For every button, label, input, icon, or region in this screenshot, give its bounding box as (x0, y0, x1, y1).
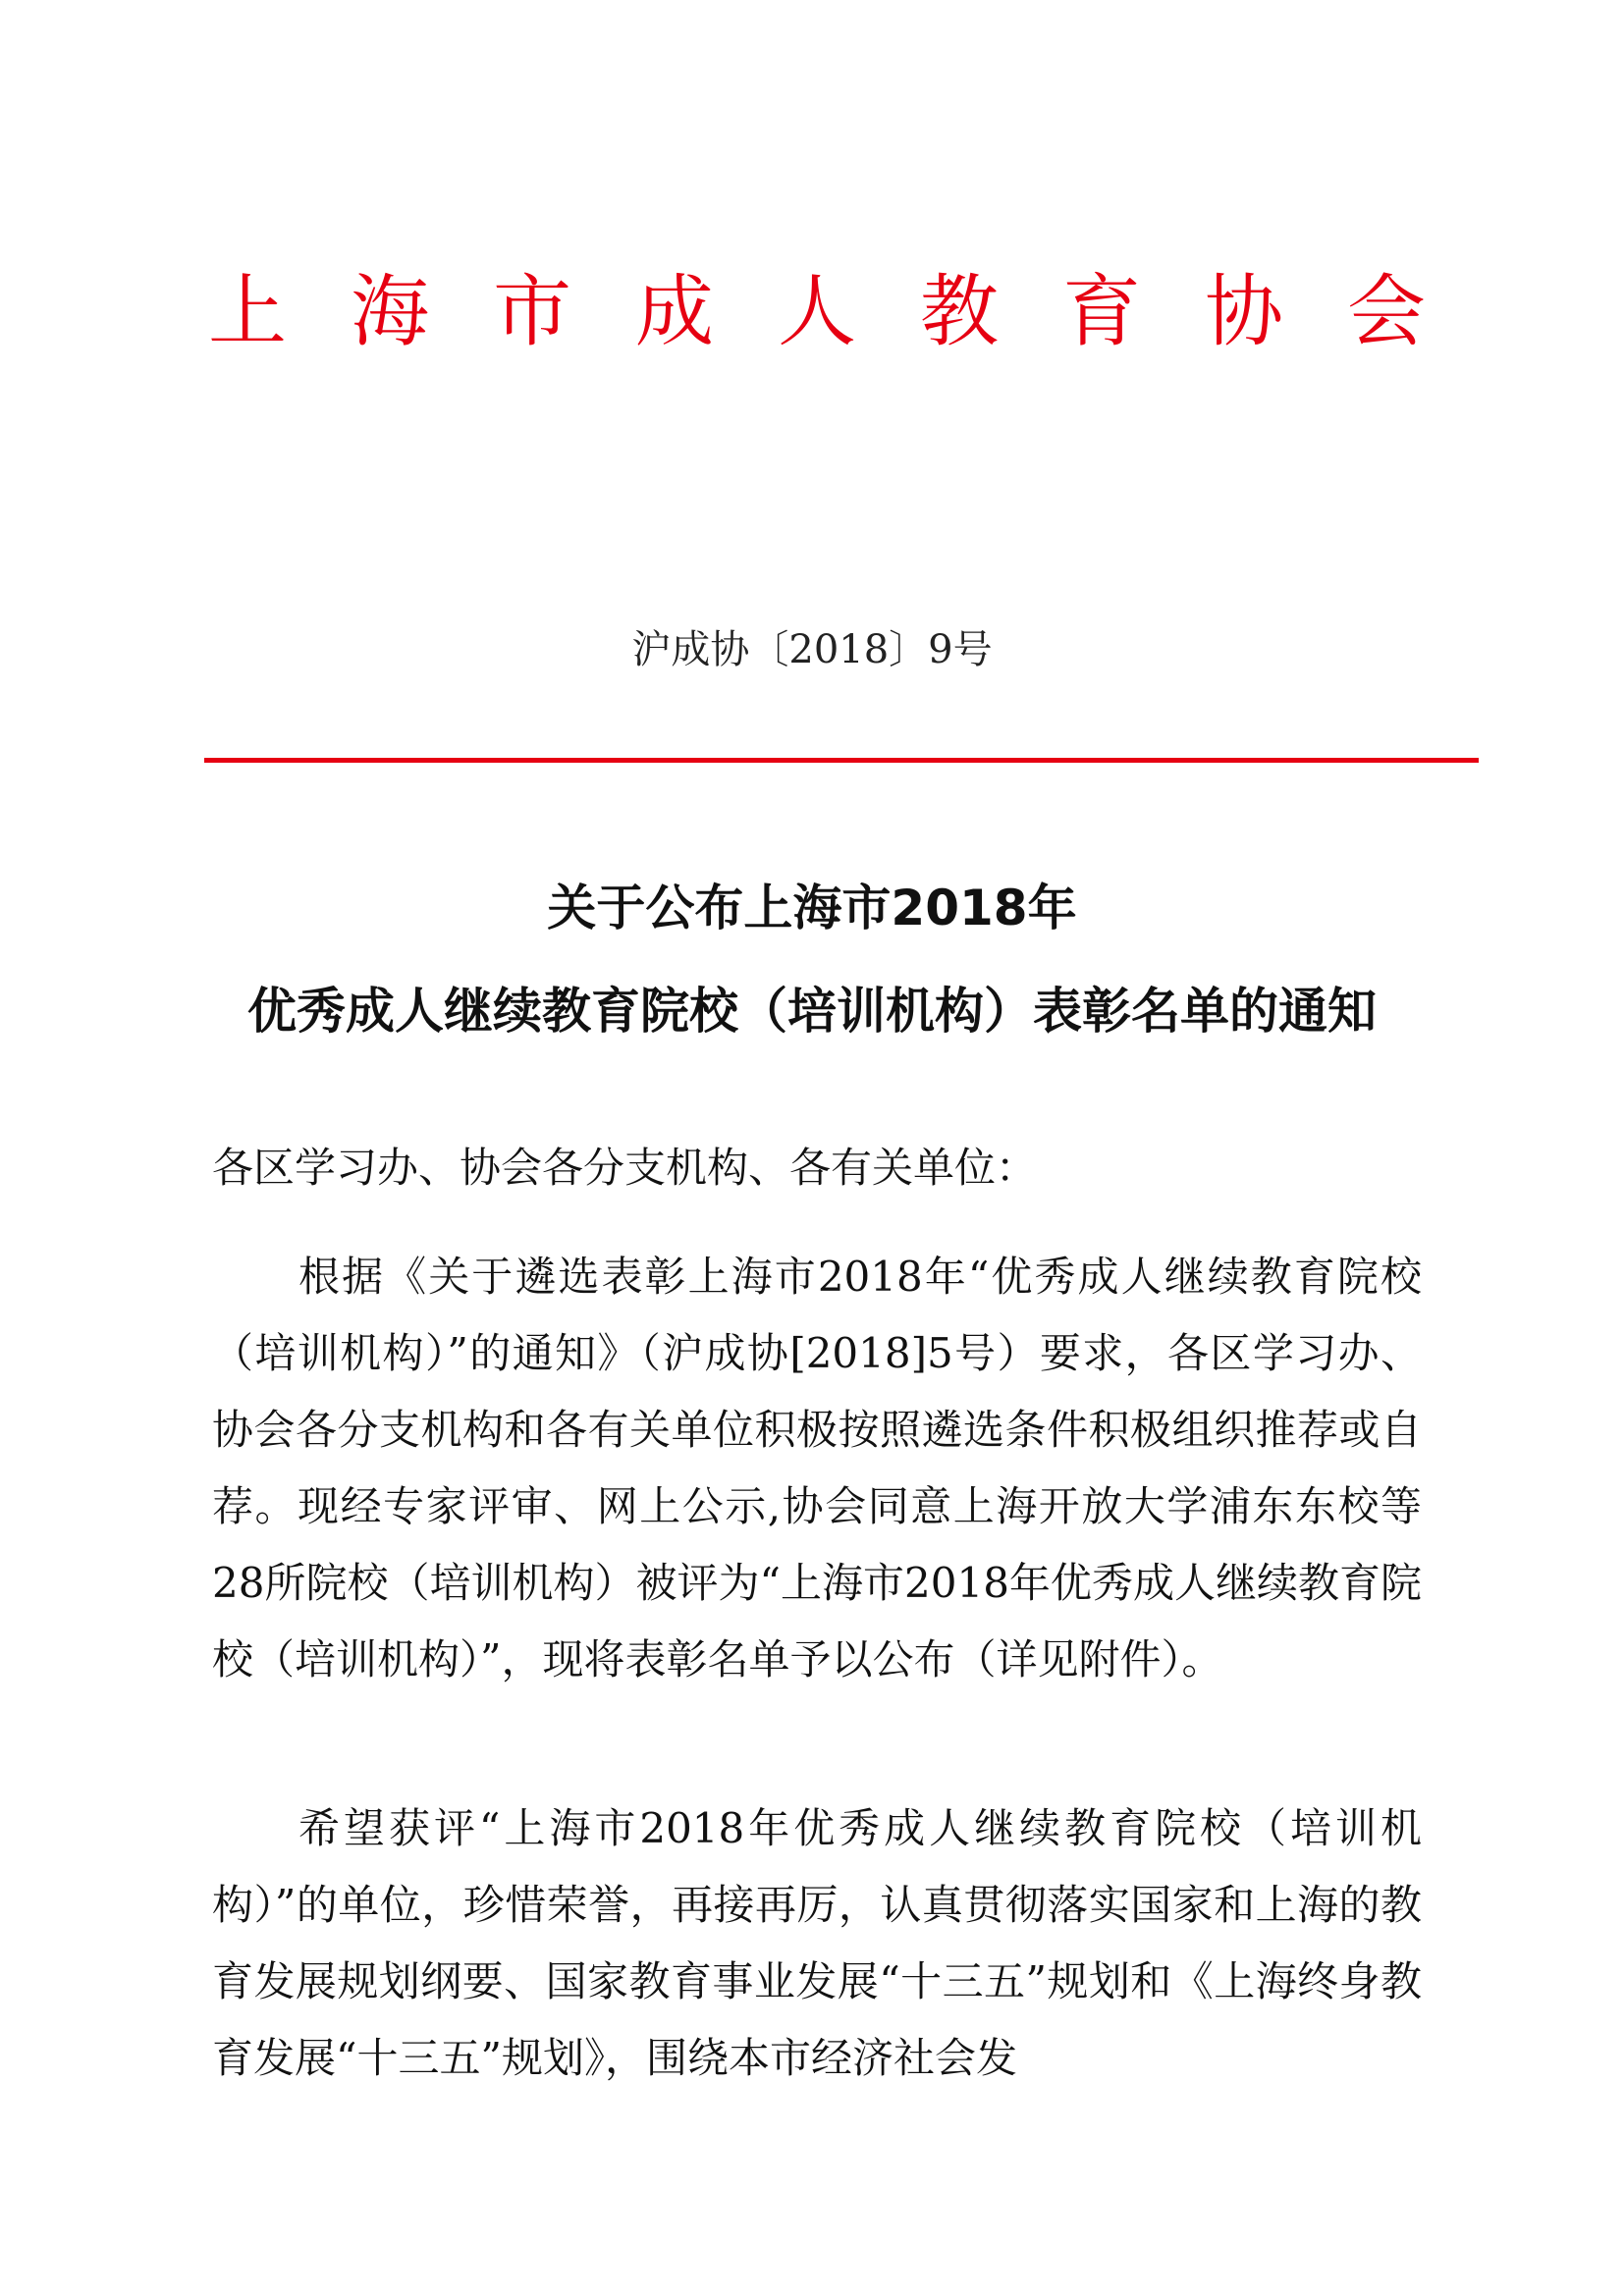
letterhead-char: 育 (1062, 266, 1141, 357)
letterhead-char: 海 (351, 266, 429, 357)
letterhead-char: 成 (635, 266, 714, 357)
organization-letterhead (208, 263, 1426, 361)
document-number: 沪成协〔2018〕9号 (631, 627, 993, 672)
letterhead-char: 人 (778, 266, 856, 357)
body-paragraph-2: 希望获评“上海市2018年优秀成人继续教育院校（培训机构）”的单位，珍惜荣誉，再接再厉，认真贯彻落实国家和上海的教育发展规划纲要、国家教育事业发展“十三五”规划和《上海终身教育发展“十三五”规划》，围绕本市经济社会发 (212, 1804, 1422, 2082)
red-divider-line (204, 758, 1479, 763)
notice-title-line-1: 关于公布上海市2018年 (547, 880, 1077, 936)
salutation: 各区学习办、协会各分支机构、各有关单位： (212, 1144, 1038, 1192)
body-paragraph-1: 根据《关于遴选表彰上海市2018年“优秀成人继续教育院校（培训机构）”的通知》（沪成协[2018]5号）要求，各区学习办、协会各分支机构和各有关单位积极按照遴选条件积极组织推荐或自荐。现经专家评审、网上公示,协会同意上海开放大学浦东东校等28所院校（培训机构）被评为“上海市2018年优秀成人继续教育院校（培训机构）”，现将表彰名单予以公布（详见附件）。 (212, 1253, 1422, 1683)
letterhead-char: 市 (493, 266, 571, 357)
letterhead-char: 协 (1205, 266, 1283, 357)
notice-title-line-2: 优秀成人继续教育院校（培训机构）表彰名单的通知 (247, 983, 1377, 1040)
letterhead-char: 教 (920, 266, 999, 357)
letterhead-char: 会 (1347, 266, 1426, 357)
letterhead-char: 上 (208, 266, 287, 357)
